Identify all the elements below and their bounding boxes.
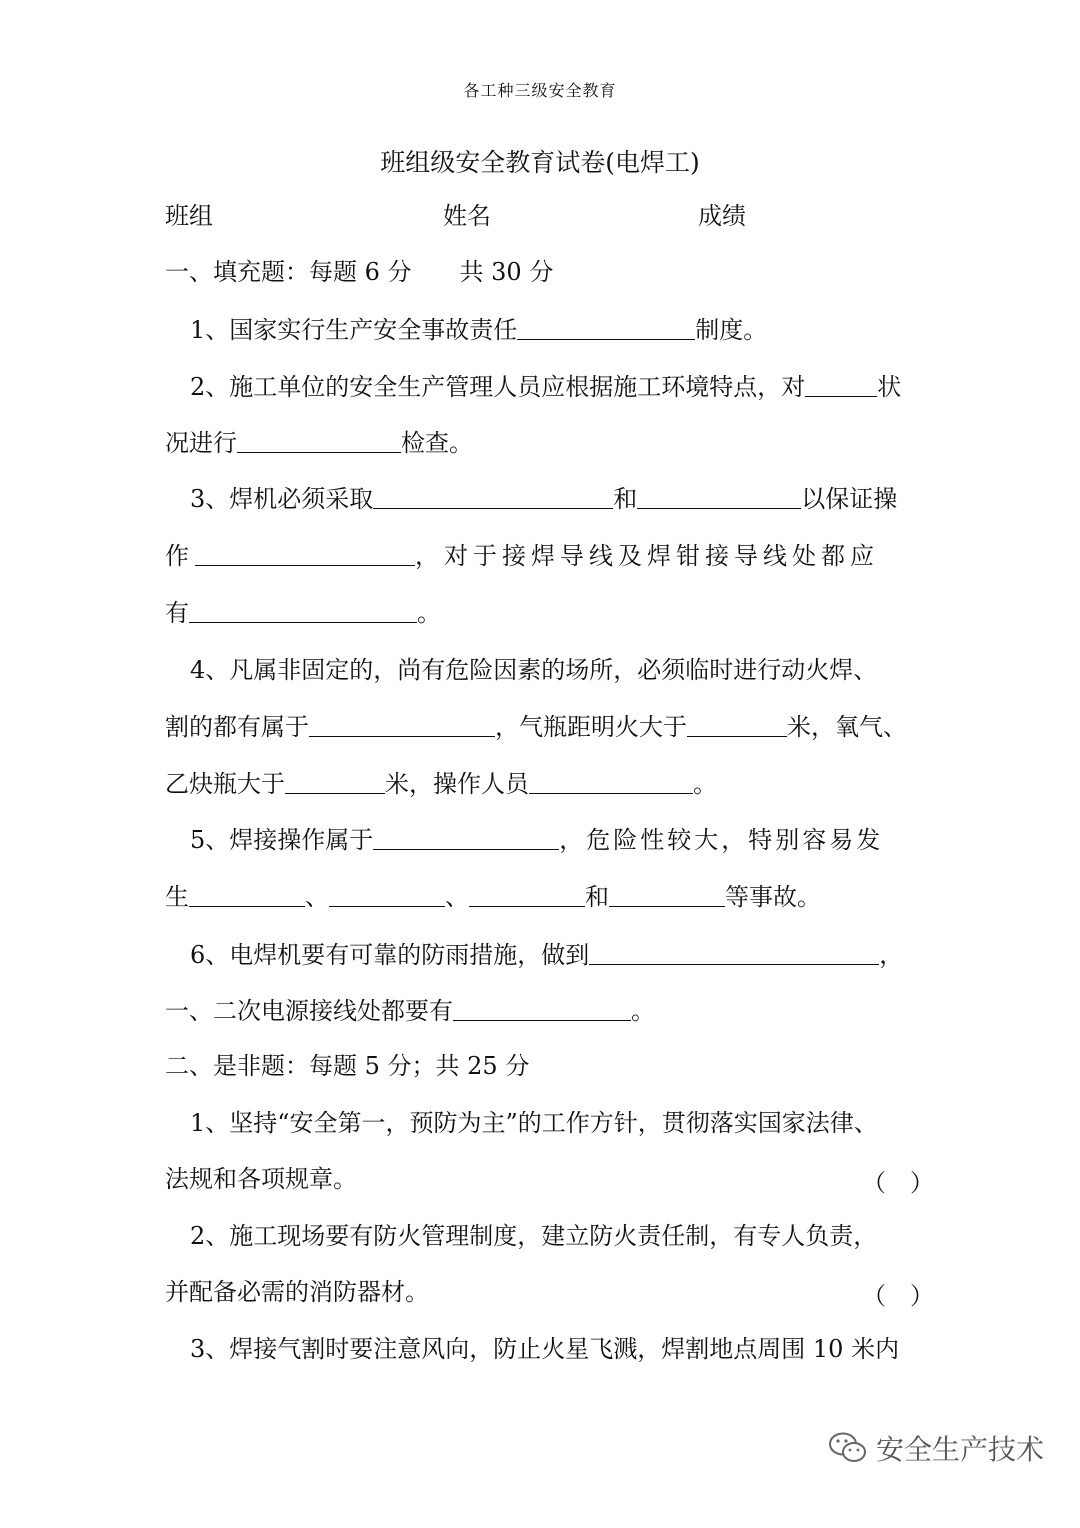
question-1-3-line3: 有 。 [165,599,441,627]
wechat-icon [828,1431,868,1465]
answer-blank[interactable] [329,882,445,907]
section1-heading: 一、填充题：每题 6 分 共 30 分 [165,258,554,286]
field-team: 班组 [165,202,213,230]
answer-blank[interactable] [469,882,585,907]
answer-blank[interactable] [609,882,725,907]
question-2-1-line2: 法规和各项规章。 [165,1165,357,1193]
question-1-1: 1、国家实行生产安全事故责任 制度。 [190,316,768,344]
answer-paren[interactable]: （ ） [862,1282,934,1310]
watermark [828,1428,1044,1468]
answer-blank[interactable] [237,428,401,453]
watermark-text: 安全生产技术 [875,1433,1044,1466]
question-2-3-line1: 3、焊接气割时要注意风向，防止火星飞溅，焊割地点周围 10 米内 [190,1335,900,1363]
question-1-6-line1: 6、电焊机要有可靠的防雨措施，做到 ， [190,941,904,969]
answer-blank[interactable] [195,541,415,566]
question-1-4-line3: 乙炔瓶大于 米，操作人员 。 [165,770,717,798]
answer-blank[interactable] [309,712,495,737]
answer-blank[interactable] [189,598,417,623]
exam-title: 班组级安全教育试卷(电焊工) [380,148,700,177]
question-1-3-line2: 作 ，对于接焊导线及焊钳接导线处都应 [165,542,879,570]
answer-blank[interactable] [589,940,879,965]
field-score: 成绩 [698,202,746,230]
question-2-2-line1: 2、施工现场要有防火管理制度，建立防火责任制，有专人负责， [190,1222,878,1250]
field-name: 姓名 [443,202,491,230]
question-1-4-line2: 割的都有属于 ，气瓶距明火大于 米，氧气、 [165,713,907,741]
answer-blank[interactable] [637,484,801,509]
question-1-5-line1: 5、焊接操作属于 ，危险性较大，特别容易发 [190,826,884,854]
question-1-4-line1: 4、凡属非固定的，尚有危险因素的场所，必须临时进行动火焊、 [190,656,878,684]
question-2-1-line1: 1、坚持“安全第一，预防为主”的工作方针，贯彻落实国家法律、 [190,1109,878,1137]
answer-blank[interactable] [529,769,693,794]
question-1-6-line2: 一、二次电源接线处都要有 。 [165,997,655,1025]
question-1-5-line2: 生 、 、 和 等事故。 [165,883,821,911]
question-1-2-line2: 况进行 检查。 [165,429,473,457]
answer-blank[interactable] [373,825,559,850]
answer-blank[interactable] [285,769,385,794]
section2-heading: 二、是非题：每题 5 分；共 25 分 [165,1052,530,1080]
answer-blank[interactable] [189,882,305,907]
answer-blank[interactable] [453,996,631,1021]
question-1-3-line1: 3、焊机必须采取 和 以保证操 [190,485,898,513]
answer-paren[interactable]: （ ） [862,1169,934,1197]
answer-blank[interactable] [373,484,613,509]
answer-blank[interactable] [805,372,877,397]
answer-blank[interactable] [687,712,787,737]
question-1-2-line1: 2、施工单位的安全生产管理人员应根据施工环境特点，对 状 [190,373,902,401]
answer-blank[interactable] [517,315,695,340]
page-header: 各工种三级安全教育 [463,81,617,100]
question-2-2-line2: 并配备必需的消防器材。 [165,1278,429,1306]
